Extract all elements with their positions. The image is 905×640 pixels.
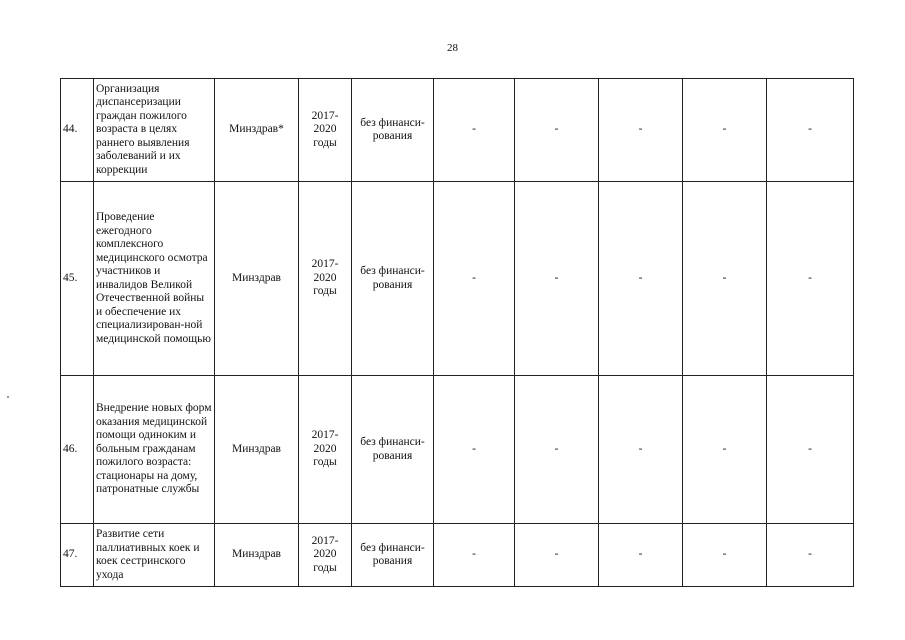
- amount-cell: -: [767, 376, 854, 524]
- amount-cell: -: [599, 376, 683, 524]
- amount-cell: -: [434, 79, 515, 182]
- period-cell: 2017-2020 годы: [299, 524, 352, 587]
- amount-cell: -: [767, 182, 854, 376]
- table-row: [61, 182, 854, 376]
- executor-cell: Минздрав: [215, 524, 299, 587]
- amount-cell: -: [767, 524, 854, 587]
- row-number: 46.: [61, 376, 94, 524]
- funding-cell: без финанси-рования: [352, 376, 434, 524]
- executor-cell: Минздрав: [215, 376, 299, 524]
- measure-name: Проведение ежегодного комплексного медицинского осмотра участников и инвалидов Великой Отечественной войны и обеспечение их специализирован-ной медицинской помощью: [94, 182, 215, 376]
- amount-cell: -: [434, 182, 515, 376]
- amount-cell: -: [599, 182, 683, 376]
- amount-cell: -: [434, 376, 515, 524]
- measure-name: Развитие сети паллиативных коек и коек сестринского ухода: [94, 524, 215, 587]
- period-cell: 2017-2020 годы: [299, 79, 352, 182]
- amount-cell: -: [515, 182, 599, 376]
- amount-cell: -: [515, 376, 599, 524]
- row-number: 45.: [61, 182, 94, 376]
- measures-table: [60, 78, 854, 587]
- period-cell: 2017-2020 годы: [299, 182, 352, 376]
- executor-cell: Минздрав: [215, 182, 299, 376]
- amount-cell: -: [683, 376, 767, 524]
- period-cell: 2017-2020 годы: [299, 376, 352, 524]
- table-row: [61, 79, 854, 182]
- amount-cell: -: [599, 524, 683, 587]
- executor-cell: Минздрав*: [215, 79, 299, 182]
- measure-name: Внедрение новых форм оказания медицинской помощи одиноким и больным гражданам пожилого возраста: стационары на дому, патронатные службы: [94, 376, 215, 524]
- funding-cell: без финанси-рования: [352, 79, 434, 182]
- row-number: 44.: [61, 79, 94, 182]
- funding-cell: без финанси-рования: [352, 182, 434, 376]
- amount-cell: -: [683, 524, 767, 587]
- amount-cell: -: [599, 79, 683, 182]
- row-number: 47.: [61, 524, 94, 587]
- amount-cell: -: [683, 79, 767, 182]
- measure-name: Организация диспансеризации граждан пожилого возраста в целях раннего выявления заболеваний и их коррекции: [94, 79, 215, 182]
- amount-cell: -: [515, 79, 599, 182]
- amount-cell: -: [515, 524, 599, 587]
- page-number: 28: [447, 42, 458, 54]
- table-row: [61, 376, 854, 524]
- amount-cell: -: [767, 79, 854, 182]
- scan-speck: [7, 396, 9, 398]
- table-row: [61, 524, 854, 587]
- amount-cell: -: [683, 182, 767, 376]
- funding-cell: без финанси-рования: [352, 524, 434, 587]
- amount-cell: -: [434, 524, 515, 587]
